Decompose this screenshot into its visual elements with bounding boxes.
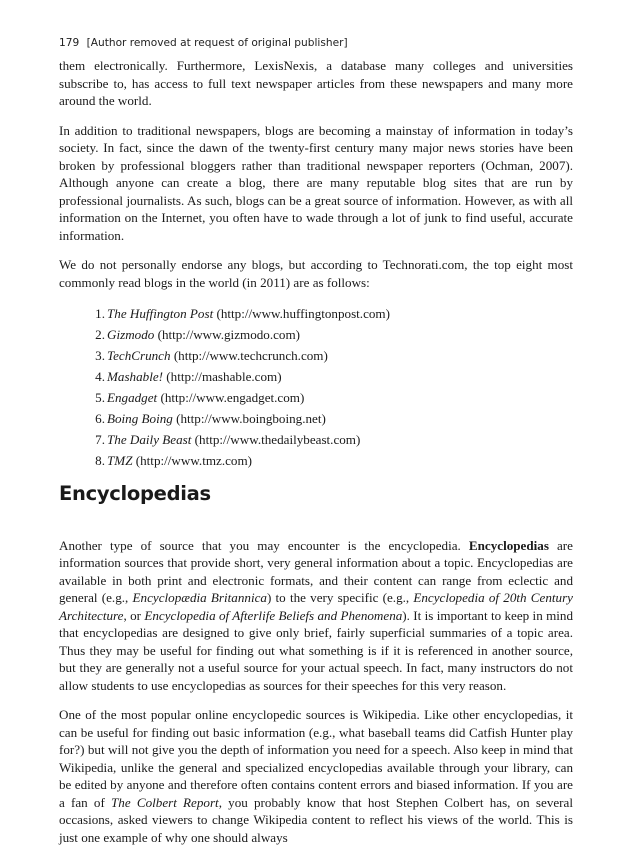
blog-name: Mashable! bbox=[107, 369, 164, 384]
blog-name: TechCrunch bbox=[107, 348, 171, 363]
list-number: 5. bbox=[95, 390, 105, 405]
paragraph-lexisnexis: them electronically. Furthermore, LexisNexis, a database many colleges and universities subscribe to, has access to full text newspaper articles from these newspapers and many more around the world. bbox=[59, 58, 573, 108]
text-run: ) to the very specific (e.g., bbox=[266, 590, 414, 605]
text-run: are information sources that provide short, very general information about a topic. Encyclopedias are available in both print and electronic formats, and their content can range from eclectic and general (e.g., bbox=[59, 537, 573, 605]
blog-url: (http://www.engadget.com) bbox=[160, 390, 305, 405]
page-number: 179 bbox=[59, 37, 80, 49]
blog-url: (http://www.thedailybeast.com) bbox=[194, 432, 361, 447]
key-term: Encyclopedias bbox=[468, 537, 549, 553]
blog-name: Gizmodo bbox=[107, 327, 155, 342]
blog-url: (http://mashable.com) bbox=[166, 369, 282, 384]
blog-url: (http://www.boingboing.net) bbox=[176, 411, 326, 426]
text-run: , or bbox=[123, 607, 145, 623]
list-number: 1. bbox=[95, 306, 105, 321]
blog-name: Boing Boing bbox=[107, 411, 173, 426]
paragraph-blogs: In addition to traditional newspapers, blogs are becoming a mainstay of information in today’s society. In fact, since the dawn of the twenty-first century many major news stories have been broken by professional bloggers rather than traditional newspaper reporters (Ochman, 2007). Although anyone can create a blog, there are many reputable blog sites that are run by professional journalists. As such, blogs can be a great source of information. However, as with all information on the Internet, you often have to wade through a lot of junk to find useful, accurate information. bbox=[59, 122, 573, 243]
blog-name: TMZ bbox=[107, 453, 133, 468]
blog-list bbox=[59, 303, 573, 471]
blog-name: Engadget bbox=[107, 390, 158, 405]
text-run: ). It is important to keep in mind that encyclopedias are designed to give only brief, fairly superficial summaries of a topic area. Thus they may be useful for finding out what something is if it is referenced in another source, but they are generally not a useful source for your actual speech. In fact, many instructors do not allow students to use encyclopedias as sources for their speeches for this very reason. bbox=[59, 607, 573, 693]
blog-url: (http://www.gizmodo.com) bbox=[157, 327, 301, 342]
blog-url: (http://www.tmz.com) bbox=[135, 453, 253, 468]
list-item bbox=[95, 387, 573, 408]
blog-url: (http://www.huffingtonpost.com) bbox=[216, 306, 390, 321]
section-heading: Encyclopedias bbox=[59, 482, 211, 505]
paragraph-encyclopedias bbox=[59, 537, 573, 695]
running-title: [Author removed at request of original publisher] bbox=[86, 37, 348, 49]
example-title: Encyclopedia of 20th Century Architecture bbox=[59, 590, 573, 623]
text-run: Another type of source that you may encounter is the encyclopedia. bbox=[59, 537, 469, 553]
list-number: 6. bbox=[95, 411, 105, 426]
example-title: Encyclopædia Britannica bbox=[132, 590, 267, 605]
running-header bbox=[59, 37, 348, 49]
show-title: The Colbert Report bbox=[111, 794, 219, 810]
list-item bbox=[95, 429, 573, 450]
blog-name: The Daily Beast bbox=[107, 432, 192, 447]
example-title: Encyclopedia of Afterlife Beliefs and Phenomena bbox=[144, 607, 403, 623]
list-item bbox=[95, 345, 573, 366]
paragraph-wikipedia bbox=[59, 706, 573, 846]
list-number: 3. bbox=[95, 348, 105, 363]
list-item bbox=[95, 450, 573, 471]
list-item bbox=[95, 366, 573, 387]
list-item bbox=[95, 303, 573, 324]
text-run: , you probably know that host Stephen Colbert has, on several occasions, asked viewers to change Wikipedia content to reflect his views of the world. This is just one example of why one should always bbox=[59, 794, 573, 845]
list-number: 2. bbox=[95, 327, 105, 342]
list-number: 4. bbox=[95, 369, 105, 384]
blog-url: (http://www.techcrunch.com) bbox=[173, 348, 328, 363]
text-run: One of the most popular online encyclopedic sources is Wikipedia. Like other encyclopedias, it can be useful for finding out basic information (e.g., what baseball teams did Catfish Hunter play for?) but will not give you the depth of information you need for a speech. Also keep in mind that Wikipedia, unlike the general and specialized encyclopedias available through your library, can be edited by anyone and therefore often contains content errors and biased information. If you are a fan of bbox=[59, 707, 573, 810]
list-number: 8. bbox=[95, 453, 105, 468]
list-number: 7. bbox=[95, 432, 105, 447]
list-item bbox=[95, 324, 573, 345]
paragraph-blog-intro: We do not personally endorse any blogs, but according to Technorati.com, the top eight most commonly read blogs in the world (in 2011) are as follows: bbox=[59, 257, 573, 290]
blog-name: The Huffington Post bbox=[107, 306, 214, 321]
page-body bbox=[59, 57, 573, 858]
list-item bbox=[95, 408, 573, 429]
